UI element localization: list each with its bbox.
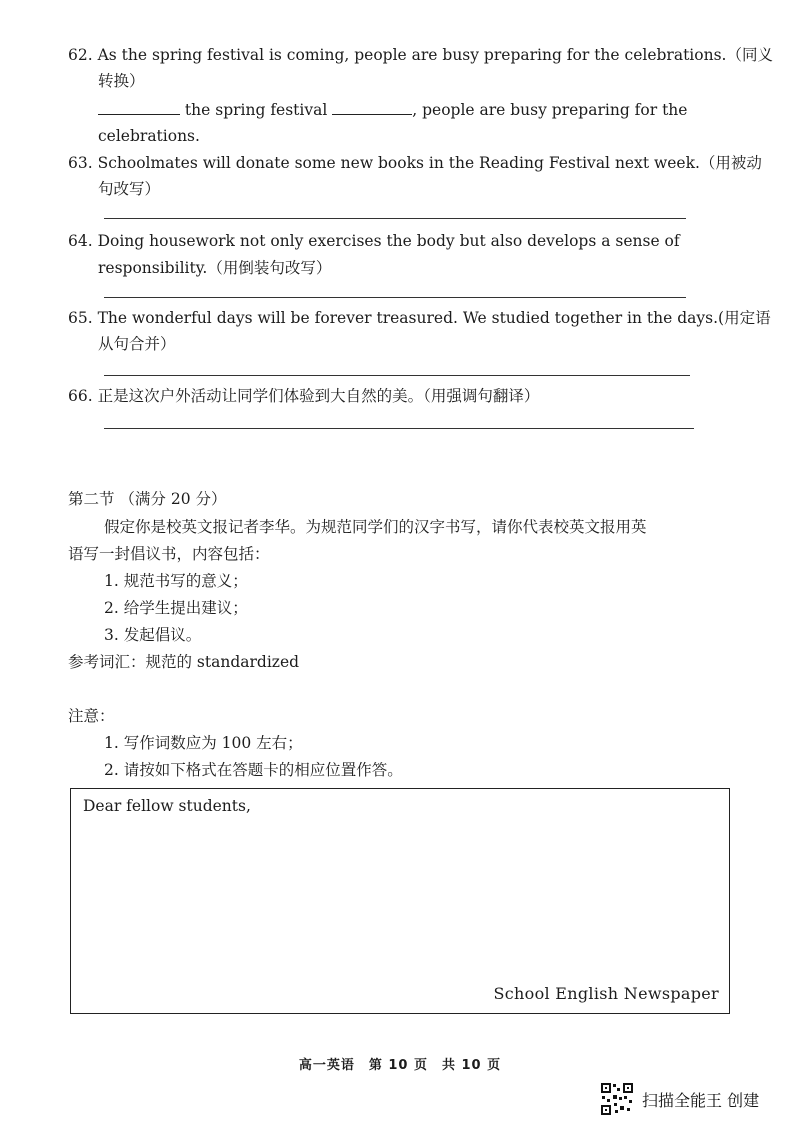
q63-line1: 63. Schoolmates will donate some new books in the Reading Festival next week.（用被动 <box>68 154 762 172</box>
q66-answer-line[interactable] <box>104 428 694 429</box>
scanner-watermark <box>600 1082 759 1116</box>
q64-answer-line[interactable] <box>104 297 686 298</box>
q62-blank-1[interactable] <box>98 98 180 115</box>
q63-line2: 句改写） <box>98 180 161 198</box>
q62-blank-2[interactable] <box>332 98 412 115</box>
q62-mid-text: the spring festival <box>180 101 333 119</box>
q64-line2: responsibility.（用倒装句改写） <box>98 259 332 277</box>
q65-answer-line[interactable] <box>104 375 690 376</box>
watermark-text: 扫描全能王 创建 <box>642 1090 760 1110</box>
q62-line2: 转换） <box>98 72 145 90</box>
q66-line1: 66. 正是这次户外活动让同学们体验到大自然的美。（用强调句翻译） <box>68 387 540 405</box>
q62-after-text: , people are busy preparing for the <box>412 101 688 119</box>
q62-fill-line <box>98 98 687 121</box>
section2-point-2: 2. 给学生提出建议； <box>104 599 248 617</box>
section2-heading: 第二节 （满分 20 分） <box>68 490 227 508</box>
note-1: 1. 写作词数应为 100 左右； <box>104 734 303 752</box>
section2-vocab: 参考词汇：规范的 standardized <box>68 653 300 671</box>
section2-prompt-line2: 语写一封倡议书，内容包括： <box>68 545 270 563</box>
notes-heading: 注意： <box>68 707 115 725</box>
q65-line1: 65. The wonderful days will be forever treasured. We studied together in the days.(用定语 <box>68 309 771 327</box>
letter-salutation: Dear fellow students, <box>83 797 251 815</box>
q62-line1: 62. As the spring festival is coming, people are busy preparing for the celebrations.（同义 <box>68 46 773 64</box>
q65-line2: 从句合并） <box>98 335 176 353</box>
letter-signature: School English Newspaper <box>493 984 719 1003</box>
qr-code-icon <box>600 1082 634 1116</box>
letter-answer-box[interactable] <box>70 788 730 1014</box>
note-2: 2. 请按如下格式在答题卡的相应位置作答。 <box>104 761 403 779</box>
q62-line4: celebrations. <box>98 127 200 145</box>
section2-point-1: 1. 规范书写的意义； <box>104 572 248 590</box>
q63-answer-line[interactable] <box>104 218 686 219</box>
q64-line1: 64. Doing housework not only exercises the body but also develops a sense of <box>68 232 680 250</box>
page-footer: 高一英语 第 10 页 共 10 页 <box>298 1058 502 1073</box>
section2-point-3: 3. 发起倡议。 <box>104 626 202 644</box>
section2-prompt-line1: 假定你是校英文报记者李华。为规范同学们的汉字书写，请你代表校英文报用英 <box>104 518 647 536</box>
